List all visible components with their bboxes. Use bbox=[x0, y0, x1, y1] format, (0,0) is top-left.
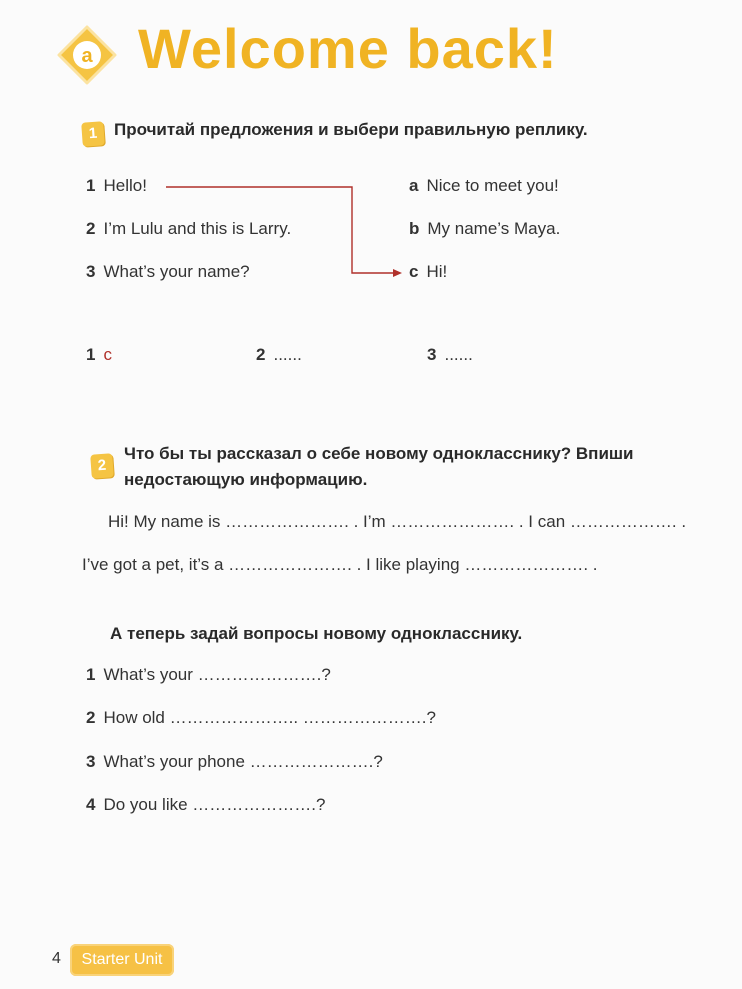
exercise-2-number: 2 bbox=[90, 453, 114, 478]
answer-1[interactable]: 1 c bbox=[86, 345, 112, 364]
exercise-1-instruction: Прочитай предложения и выбери правильную реплику. bbox=[114, 120, 588, 139]
right-item-a: a Nice to meet you! bbox=[409, 176, 559, 195]
answer-3[interactable]: 3 ...... bbox=[427, 345, 473, 364]
question-3[interactable]: 3 What’s your phone ………………….? bbox=[86, 752, 383, 771]
fill-line-2[interactable]: I’ve got a pet, it’s a …………………. . I like playing …………………. . bbox=[82, 555, 598, 574]
page-title: Welcome back! bbox=[138, 17, 558, 80]
question-2[interactable]: 2 How old ………………….. ………………….? bbox=[86, 708, 436, 727]
exercise-2-instruction-line1: Что бы ты рассказал о себе новому однокласснику? Впиши bbox=[124, 444, 634, 463]
left-item-3: 3 What’s your name? bbox=[86, 262, 250, 281]
unit-label: Starter Unit bbox=[70, 944, 174, 976]
left-item-1: 1 Hello! bbox=[86, 176, 147, 195]
answer-2[interactable]: 2 ...... bbox=[256, 345, 302, 364]
right-item-c: c Hi! bbox=[409, 262, 448, 281]
badge-letter: a bbox=[81, 45, 93, 67]
questions-instruction: А теперь задай вопросы новому однокласснику. bbox=[110, 624, 523, 643]
exercise-1-number: 1 bbox=[81, 121, 105, 146]
left-item-2: 2 I’m Lulu and this is Larry. bbox=[86, 219, 292, 238]
question-1[interactable]: 1 What’s your ………………….? bbox=[86, 665, 331, 684]
right-item-b: b My name’s Maya. bbox=[409, 219, 561, 238]
question-4[interactable]: 4 Do you like ………………….? bbox=[86, 795, 326, 814]
page-number: 4 bbox=[52, 950, 61, 967]
exercise-2-instruction-line2: недостающую информацию. bbox=[124, 470, 368, 489]
fill-line-1[interactable]: Hi! My name is …………………. . I’m …………………. . I can ………………. . bbox=[108, 512, 687, 531]
